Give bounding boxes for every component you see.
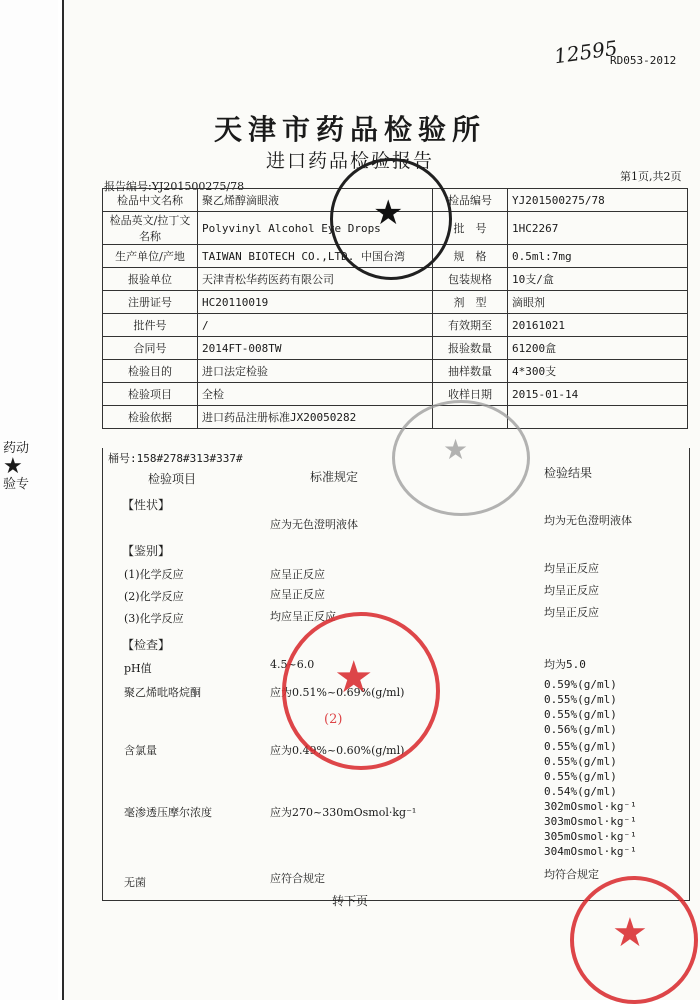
pvp-result-1: 0.59%(g/ml) xyxy=(544,678,617,691)
section-identification: 【鉴别】 xyxy=(122,544,171,558)
sterility-standard: 应符合规定 xyxy=(270,872,325,885)
info-value2: 20161021 xyxy=(508,314,688,337)
star-icon: ★ xyxy=(334,652,374,703)
info-label2: 批 号 xyxy=(433,212,508,245)
info-value: 天津青松华药医药有限公司 xyxy=(198,268,433,291)
ph-result: 均为5.0 xyxy=(544,658,586,671)
form-code: RD053-2012 xyxy=(610,54,677,67)
info-value: / xyxy=(198,314,433,337)
osmolality-result-2: 303mOsmol·kg⁻¹ xyxy=(544,815,637,828)
info-value2 xyxy=(508,406,688,429)
info-value: 聚乙烯醇滴眼液 xyxy=(198,189,433,212)
info-label: 批件号 xyxy=(103,314,198,337)
ph-standard: 4.5~6.0 xyxy=(270,658,315,671)
info-row xyxy=(103,291,688,314)
report-number: 报告编号:YJ201500275/78 xyxy=(104,180,245,193)
info-label: 检验目的 xyxy=(103,360,198,383)
chlorine-result-2: 0.55%(g/ml) xyxy=(544,755,617,768)
osmolality-result-3: 305mOsmol·kg⁻¹ xyxy=(544,830,637,843)
star-icon: ★ xyxy=(612,910,648,956)
properties-result: 均为无色澄明液体 xyxy=(544,514,632,527)
pvp-item: 聚乙烯吡咯烷酮 xyxy=(124,686,201,699)
star-icon: ★ xyxy=(443,433,469,466)
institute-seal xyxy=(330,158,452,280)
ph-item: pH值 xyxy=(124,662,152,675)
handwritten-number: 12595 xyxy=(552,35,619,69)
info-row xyxy=(103,360,688,383)
id2-result: 均呈正反应 xyxy=(544,584,599,597)
info-label2: 包装规格 xyxy=(433,268,508,291)
info-label: 检品英文/拉丁文名称 xyxy=(103,212,198,245)
info-value: TAIWAN BIOTECH CO.,LTD. 中国台湾 xyxy=(198,245,433,268)
pvp-result-3: 0.55%(g/ml) xyxy=(544,708,617,721)
info-value2: 4*300支 xyxy=(508,360,688,383)
sterility-item: 无菌 xyxy=(124,876,146,889)
institute-title: 天津市药品检验所 xyxy=(213,113,486,146)
report-subtitle: 进口药品检验报告 xyxy=(265,150,434,172)
page-info: 第1页,共2页 xyxy=(620,170,682,183)
properties-standard: 应为无色澄明液体 xyxy=(270,518,358,531)
info-value2: 10支/盒 xyxy=(508,268,688,291)
osmolality-standard: 应为270~330mOsmol·kg⁻¹ xyxy=(270,806,417,819)
info-value: 进口法定检验 xyxy=(198,360,433,383)
drum-numbers: 桶号:158#278#313#337# xyxy=(108,452,243,465)
info-value: 进口药品注册标准JX20050282 xyxy=(198,406,433,429)
info-label2: 抽样数量 xyxy=(433,360,508,383)
info-value2: 61200盒 xyxy=(508,337,688,360)
info-value2: 1HC2267 xyxy=(508,212,688,245)
info-label: 报验单位 xyxy=(103,268,198,291)
info-label: 检验项目 xyxy=(103,383,198,406)
id1-item: (1)化学反应 xyxy=(124,568,184,581)
section-tests: 【检查】 xyxy=(122,638,171,652)
chlorine-item: 含氯量 xyxy=(124,744,157,757)
info-label2: 检品编号 xyxy=(433,189,508,212)
info-row xyxy=(103,406,688,429)
id3-result: 均呈正反应 xyxy=(544,606,599,619)
id2-standard: 应呈正反应 xyxy=(270,588,325,601)
info-row xyxy=(103,337,688,360)
id2-item: (2)化学反应 xyxy=(124,590,184,603)
pvp-standard: 应为0.51%~0.69%(g/ml) xyxy=(270,686,405,699)
continued-note: 转下页 xyxy=(331,894,368,908)
info-label2: 剂 型 xyxy=(433,291,508,314)
info-value: 全检 xyxy=(198,383,433,406)
col-item-header: 检验项目 xyxy=(148,472,197,486)
id1-standard: 应呈正反应 xyxy=(270,568,325,581)
info-label: 合同号 xyxy=(103,337,198,360)
pvp-result-4: 0.56%(g/ml) xyxy=(544,723,617,736)
col-result-header: 检验结果 xyxy=(544,466,593,480)
star-icon: ★ xyxy=(373,193,404,233)
id3-standard: 均应呈正反应 xyxy=(270,610,336,623)
suzhou-red-seal xyxy=(570,876,698,1004)
sterility-result: 均符合规定 xyxy=(544,868,599,881)
seal-number: (2) xyxy=(324,712,343,727)
chlorine-result-1: 0.55%(g/ml) xyxy=(544,740,617,753)
quality-red-seal xyxy=(282,612,440,770)
chlorine-result-3: 0.55%(g/ml) xyxy=(544,770,617,783)
info-row xyxy=(103,383,688,406)
info-label2: 有效期至 xyxy=(433,314,508,337)
osmolality-item: 毫渗透压摩尔浓度 xyxy=(124,806,212,819)
partial-stamp-edge: 药动 ★ 验专 xyxy=(3,441,30,492)
id1-result: 均呈正反应 xyxy=(544,562,599,575)
info-value2: YJ201500275/78 xyxy=(508,189,688,212)
info-value2: 滴眼剂 xyxy=(508,291,688,314)
osmolality-result-1: 302mOsmol·kg⁻¹ xyxy=(544,800,637,813)
company-grey-seal xyxy=(392,400,530,516)
info-value2: 0.5ml:7mg xyxy=(508,245,688,268)
pvp-result-2: 0.55%(g/ml) xyxy=(544,693,617,706)
info-label2: 规 格 xyxy=(433,245,508,268)
info-row xyxy=(103,314,688,337)
col-standard-header: 标准规定 xyxy=(310,470,359,484)
info-label: 检验依据 xyxy=(103,406,198,429)
info-value2: 2015-01-14 xyxy=(508,383,688,406)
info-label: 注册证号 xyxy=(103,291,198,314)
chlorine-result-4: 0.54%(g/ml) xyxy=(544,785,617,798)
info-label: 生产单位/产地 xyxy=(103,245,198,268)
id3-item: (3)化学反应 xyxy=(124,612,184,625)
info-label2: 收样日期 xyxy=(433,383,508,406)
info-value: 2014FT-008TW xyxy=(198,337,433,360)
info-label: 检品中文名称 xyxy=(103,189,198,212)
osmolality-result-4: 304mOsmol·kg⁻¹ xyxy=(544,845,637,858)
chlorine-standard: 应为0.49%~0.60%(g/ml) xyxy=(270,744,405,757)
info-label2: 报验数量 xyxy=(433,337,508,360)
section-properties: 【性状】 xyxy=(122,498,171,512)
info-value: HC20110019 xyxy=(198,291,433,314)
info-value: Polyvinyl Alcohol Eye Drops xyxy=(198,212,433,245)
